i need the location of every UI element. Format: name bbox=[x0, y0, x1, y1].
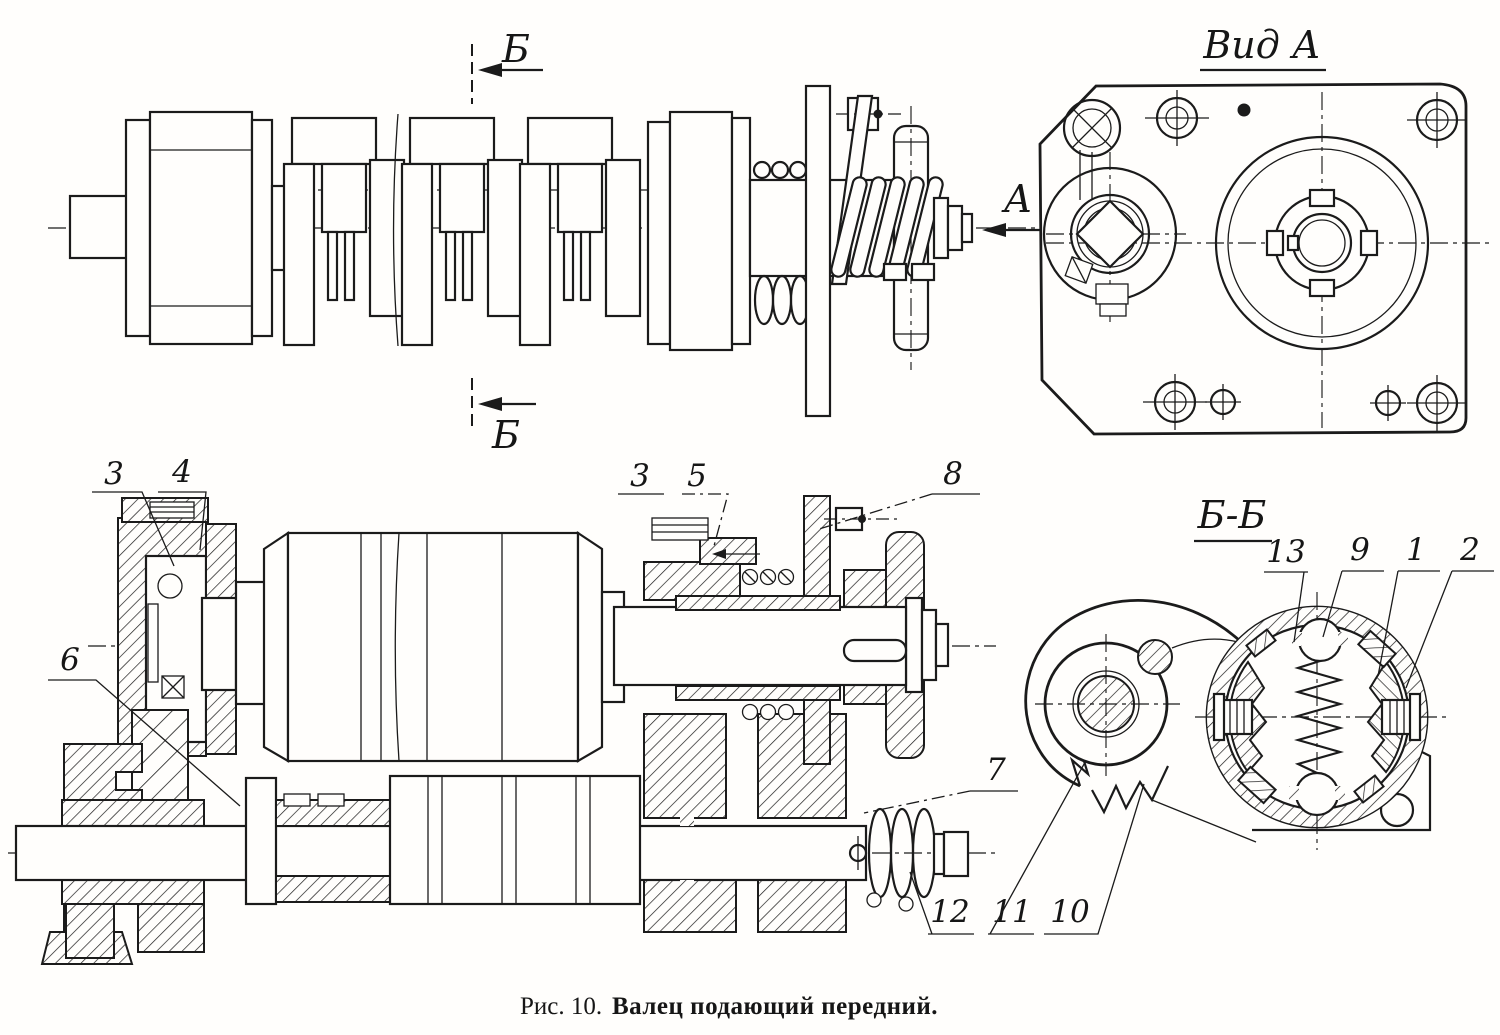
callout-11: 11 bbox=[992, 894, 1032, 930]
section-arrow bbox=[478, 397, 502, 411]
pulley bbox=[150, 112, 252, 344]
callout-6: 6 bbox=[60, 642, 80, 678]
section-plane-b-top bbox=[472, 27, 543, 104]
view-arrow bbox=[982, 223, 1006, 237]
front-section-view bbox=[8, 454, 1144, 964]
section-bb-title: Б-Б bbox=[1197, 493, 1267, 537]
section-plane-b-bottom bbox=[472, 378, 536, 457]
section-marker-b-top: Б bbox=[502, 27, 530, 71]
flange-plate bbox=[806, 86, 830, 416]
break-tear-2 bbox=[1092, 766, 1168, 812]
callout-13: 13 bbox=[1266, 534, 1306, 570]
callout-10: 10 bbox=[1050, 894, 1090, 930]
callout-4: 4 bbox=[172, 454, 192, 490]
upper-drum bbox=[202, 533, 624, 761]
callout-1: 1 bbox=[1406, 532, 1426, 568]
section-view-bb bbox=[1026, 493, 1494, 850]
view-a bbox=[1040, 23, 1490, 434]
view-arrow-label: А bbox=[1003, 177, 1033, 221]
callout-3: 3 bbox=[104, 456, 124, 492]
pin-dot bbox=[1238, 104, 1251, 117]
callout-8: 8 bbox=[943, 456, 963, 492]
keyway-slot bbox=[844, 640, 906, 661]
stud-left bbox=[1214, 694, 1252, 740]
callout-9: 9 bbox=[1350, 532, 1370, 568]
stud-right bbox=[1382, 694, 1420, 740]
callout-12: 12 bbox=[930, 894, 970, 930]
bearing-ball bbox=[158, 574, 182, 598]
pin-section bbox=[1138, 640, 1172, 674]
ball-top bbox=[1299, 619, 1341, 661]
section-marker-b-bottom: Б bbox=[492, 413, 520, 457]
callout-5: 5 bbox=[687, 458, 707, 494]
flange-plate-8 bbox=[804, 496, 830, 608]
callout-3b: 3 bbox=[630, 458, 650, 494]
drum-body bbox=[288, 533, 578, 761]
figure-number: Рис. 10. bbox=[520, 993, 603, 1020]
top-side-view bbox=[48, 27, 1040, 457]
roller-segments bbox=[284, 114, 640, 346]
view-a-title: Вид А bbox=[1203, 23, 1321, 67]
collar bbox=[246, 778, 276, 904]
callout-2: 2 bbox=[1460, 532, 1480, 568]
callout-7: 7 bbox=[986, 752, 1006, 788]
drive-end bbox=[648, 86, 972, 416]
figure-title: Валец подающий передний. bbox=[612, 993, 939, 1020]
ball-bottom bbox=[1296, 773, 1338, 815]
figure-caption bbox=[520, 993, 938, 1020]
section-arrow bbox=[478, 63, 502, 77]
end-cap bbox=[944, 832, 968, 876]
